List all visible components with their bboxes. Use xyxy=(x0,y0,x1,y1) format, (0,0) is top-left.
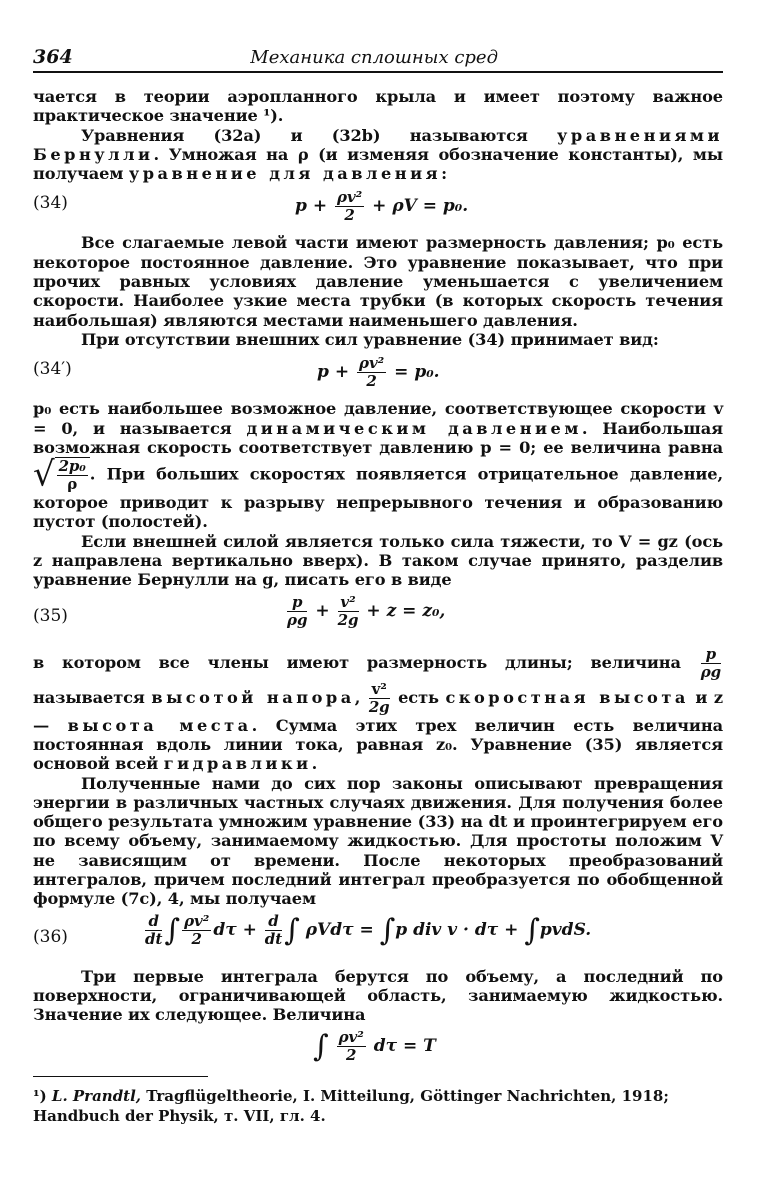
equation-T xyxy=(33,1025,723,1081)
equation-34-prime xyxy=(33,349,723,399)
equation-body: $\frac{d}{dt}$ ∫ $\frac{\text{ρv²}}{2}$ dτ + $\frac{d}{dt}$ ∫ ρVdτ = ∫p div v · dτ + ∫pvdS. xyxy=(145,911,592,948)
paragraph-1: чается в теории аэропланного крыла и имеет поэтому важное практическое значение ¹). xyxy=(33,87,723,126)
equation-body: p + $\frac{\text{ρv²}}{2}$ = p₀. xyxy=(317,354,440,391)
paragraph-8: Полученные нами до сих пор законы описывают превращения энергии в различных частных случаях движения. Для получения более общего результата умножим уравнение (33) на dt и проинтегрируем его по всему объему, занимаемому жидкостью. Для простоты положим V не зависящим от времени. После некоторых преобразований интегралов, причем последний интеграл преобразуется по обобщенной формуле (7c), 4, мы получаем xyxy=(33,773,723,909)
paragraph-5: p₀ есть наибольшее возможное давление, соответствующее скорости v = 0, и называется динамическим давлением. Наибольшая возможная скорость соответствует давлению p = 0; ее величина равна √ $\frac{\text{2p₀}}{\rho}$ . При больших скоростях появляется отрицательное давление, которое приводит к разрыву непрерывного течения и образованию пустот (полостей). xyxy=(33,399,723,532)
equation-35 xyxy=(33,590,723,646)
paragraph-7: в котором все члены имеют размерность длины; величина $\frac{p}{\rho g}$ называется высотой напора, $\frac{\text{v²}}{2g}$ есть скоростная высота и z — высота места. Сумма этих трех величин есть величина постоянная вдоль линии тока, равная z₀. Уравнение (35) является основой всей гидравлики. xyxy=(33,644,723,774)
paragraph-3: Все слагаемые левой части имеют размерность давления; p₀ есть некоторое постоянное давление. Это уравнение показывает, что при прочих равных условиях давление уменьшается с увеличением скорости. Наиболее узкие места трубки (в которых скорость течения наибольшая) являются местами наименьшего давления. xyxy=(33,233,723,330)
footnote-rule xyxy=(33,1076,208,1077)
equation-body: $\frac{p}{\rho g}$ + $\frac{\text{v²}}{2g}$ + z = z₀, xyxy=(287,592,446,629)
equation-number: (34′) xyxy=(33,359,72,380)
page-header xyxy=(33,38,723,73)
page-number: 364 xyxy=(33,46,73,68)
page xyxy=(33,38,723,1081)
equation-body: ∫ $\frac{\text{ρv²}}{2}$ dτ = T xyxy=(313,1027,436,1064)
paragraph-4: При отсутствии внешних сил уравнение (34) принимает вид: xyxy=(81,329,659,349)
footnote: ¹) L. Prandtl, Tragflügeltheorie, I. Mitteilung, Göttinger Nachrichten, 1918; Handbuch der Physik, т. VII, гл. 4. xyxy=(33,1087,669,1125)
paragraph-2: Уравнения (32a) и (32b) называются уравнениями Бернулли. Умножая на ρ (и изменяя обозначение константы), мы получаем уравнение для давления: xyxy=(33,125,723,184)
sqrt-expression: √ $\frac{\text{2p₀}}{\rho}$ xyxy=(33,457,90,493)
paragraph-9: Три первые интеграла берутся по объему, а последний по поверхности, ограничивающей область, занимаемую жидкостью. Значение их следующее. Величина xyxy=(33,966,723,1025)
running-title: Механика сплошных сред xyxy=(250,47,498,68)
paragraph-6: Если внешней силой является только сила тяжести, то V = gz (ось z направлена вертикально вверх). В таком случае принято, разделив уравнение Бернулли на g, писать его в виде xyxy=(33,531,723,590)
equation-36 xyxy=(33,909,723,967)
equation-number: (36) xyxy=(33,926,68,947)
equation-34 xyxy=(33,183,723,233)
equation-number: (35) xyxy=(33,605,68,626)
equation-number: (34) xyxy=(33,193,68,214)
equation-body: p + $\frac{\text{ρv²}}{2}$ + ρV = p₀. xyxy=(295,188,469,225)
